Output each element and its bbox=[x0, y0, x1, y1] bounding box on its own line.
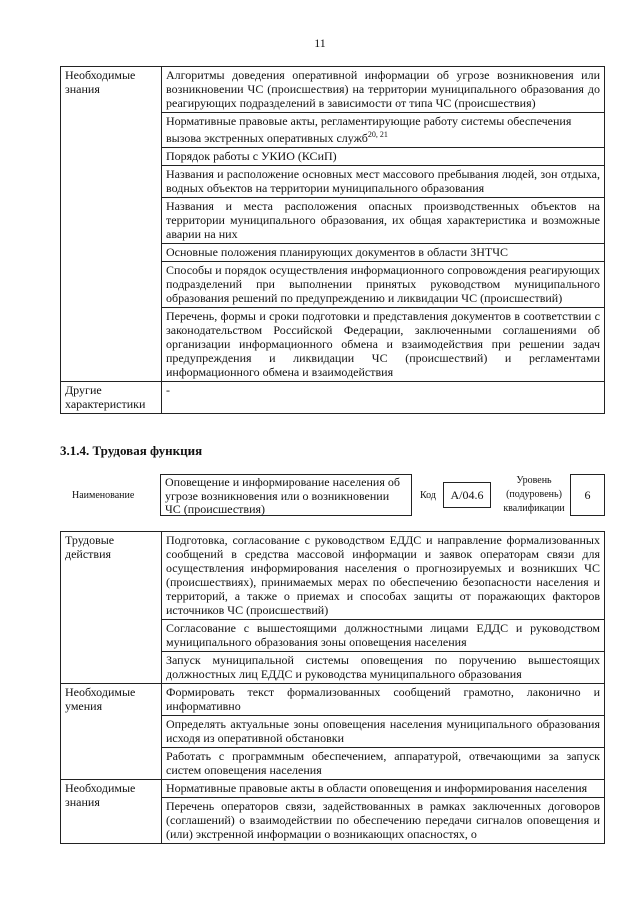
table-row bbox=[61, 382, 605, 414]
table-cell: Определять актуальные зоны оповещения населения муниципального образования исходя из оперативной обстановки bbox=[162, 716, 605, 748]
row-label: Необходимые знания bbox=[61, 67, 162, 382]
code-label: Код bbox=[420, 490, 436, 501]
row-label: Трудовые действия bbox=[61, 532, 162, 684]
table-cell: Формировать текст формализованных сообщений грамотно, лаконично и информативно bbox=[162, 684, 605, 716]
table-cell: Подготовка, согласование с руководством ЕДДС и направление формализованных сообщений в средства массовой информации и заявок операторам связи для осуществления информирования населения о прогнозируемых и возникших ЧС (происшествиях), принимаемых мерах по обеспечению безопасности населения и территорий, а также о приемах и способах защиты от поражающих факторов источников ЧС (происшествий) bbox=[162, 532, 605, 620]
table-cell: Способы и порядок осуществления информационного сопровождения реагирующих подразделений при выполнении принятых руководством муниципального образования решений по предупреждению и ликвидации ЧС (происшествий) bbox=[162, 262, 605, 308]
table-cell bbox=[162, 113, 605, 148]
table-row bbox=[61, 780, 605, 798]
table-cell: Согласование с вышестоящими должностными лицами ЕДДС и руководством муниципального образования зоны оповещения населения bbox=[162, 620, 605, 652]
table-cell: Основные положения планирующих документов в области ЗНТЧС bbox=[162, 244, 605, 262]
page-number: 11 bbox=[314, 36, 326, 50]
table-cell: Названия и расположение основных мест массового пребывания людей, зон отдыха, водных объектов на территории муниципального образования bbox=[162, 166, 605, 198]
table-cell: Запуск муниципальной системы оповещения по поручению вышестоящих должностных лиц ЕДДС и руководства муниципального образования bbox=[162, 652, 605, 684]
code-value: А/04.6 bbox=[443, 482, 491, 508]
name-value: Оповещение и информирование населения об угрозе возникновения или о возникновении ЧС (происшествия) bbox=[160, 474, 412, 516]
table-cell: Названия и места расположения опасных производственных объектов на территории муниципального образования, их общая характеристика и возможные аварии на них bbox=[162, 198, 605, 244]
table-cell: Порядок работы с УКИО (КСиП) bbox=[162, 148, 605, 166]
level-label: Уровень (подуровень) квалификации bbox=[503, 475, 565, 514]
knowledge-table bbox=[60, 66, 605, 414]
table-row bbox=[61, 67, 605, 113]
row-label: Необходимые умения bbox=[61, 684, 162, 780]
table-cell: - bbox=[162, 382, 605, 414]
table-cell: Перечень, формы и сроки подготовки и представления документов в соответствии с законодательством Российской Федерации, заключенными соглашениями об организации информационного обмена и взаимодействия при решении задач предупреждения и ликвидации ЧС (происшествий) и регламентами информационного обмена и взаимодействия bbox=[162, 308, 605, 382]
function-header bbox=[60, 474, 605, 518]
table-cell: Перечень операторов связи, задействованных в рамках заключенных договоров (соглашений) о взаимодействии по обеспечению передачи сигналов оповещения и (или) экстренной информации о возникающих опасностях, о bbox=[162, 798, 605, 844]
section-title: 3.1.4. Трудовая функция bbox=[60, 443, 203, 458]
table-row bbox=[61, 684, 605, 716]
row-label: Необходимые знания bbox=[61, 780, 162, 844]
table-cell: Работать с программным обеспечением, аппаратурой, отвечающими за запуск систем оповещения населения bbox=[162, 748, 605, 780]
row-label: Другие характеристики bbox=[61, 382, 162, 414]
table-cell: Нормативные правовые акты в области оповещения и информирования населения bbox=[162, 780, 605, 798]
level-value: 6 bbox=[570, 474, 605, 516]
table-row bbox=[61, 532, 605, 620]
name-label: Наименование bbox=[72, 490, 135, 501]
labor-function-table bbox=[60, 531, 605, 844]
table-cell: Алгоритмы доведения оперативной информации об угрозе возникновения или возникновении ЧС (происшествия) на территории муниципального образования до реагирующих подразделений в зависимости от типа ЧС (происшествия) bbox=[162, 67, 605, 113]
cell-text: Нормативные правовые акты, регламентирующие работу системы обеспечения вызова экстренных оперативных служб bbox=[166, 114, 572, 145]
footnote-ref: 20, 21 bbox=[367, 130, 388, 139]
